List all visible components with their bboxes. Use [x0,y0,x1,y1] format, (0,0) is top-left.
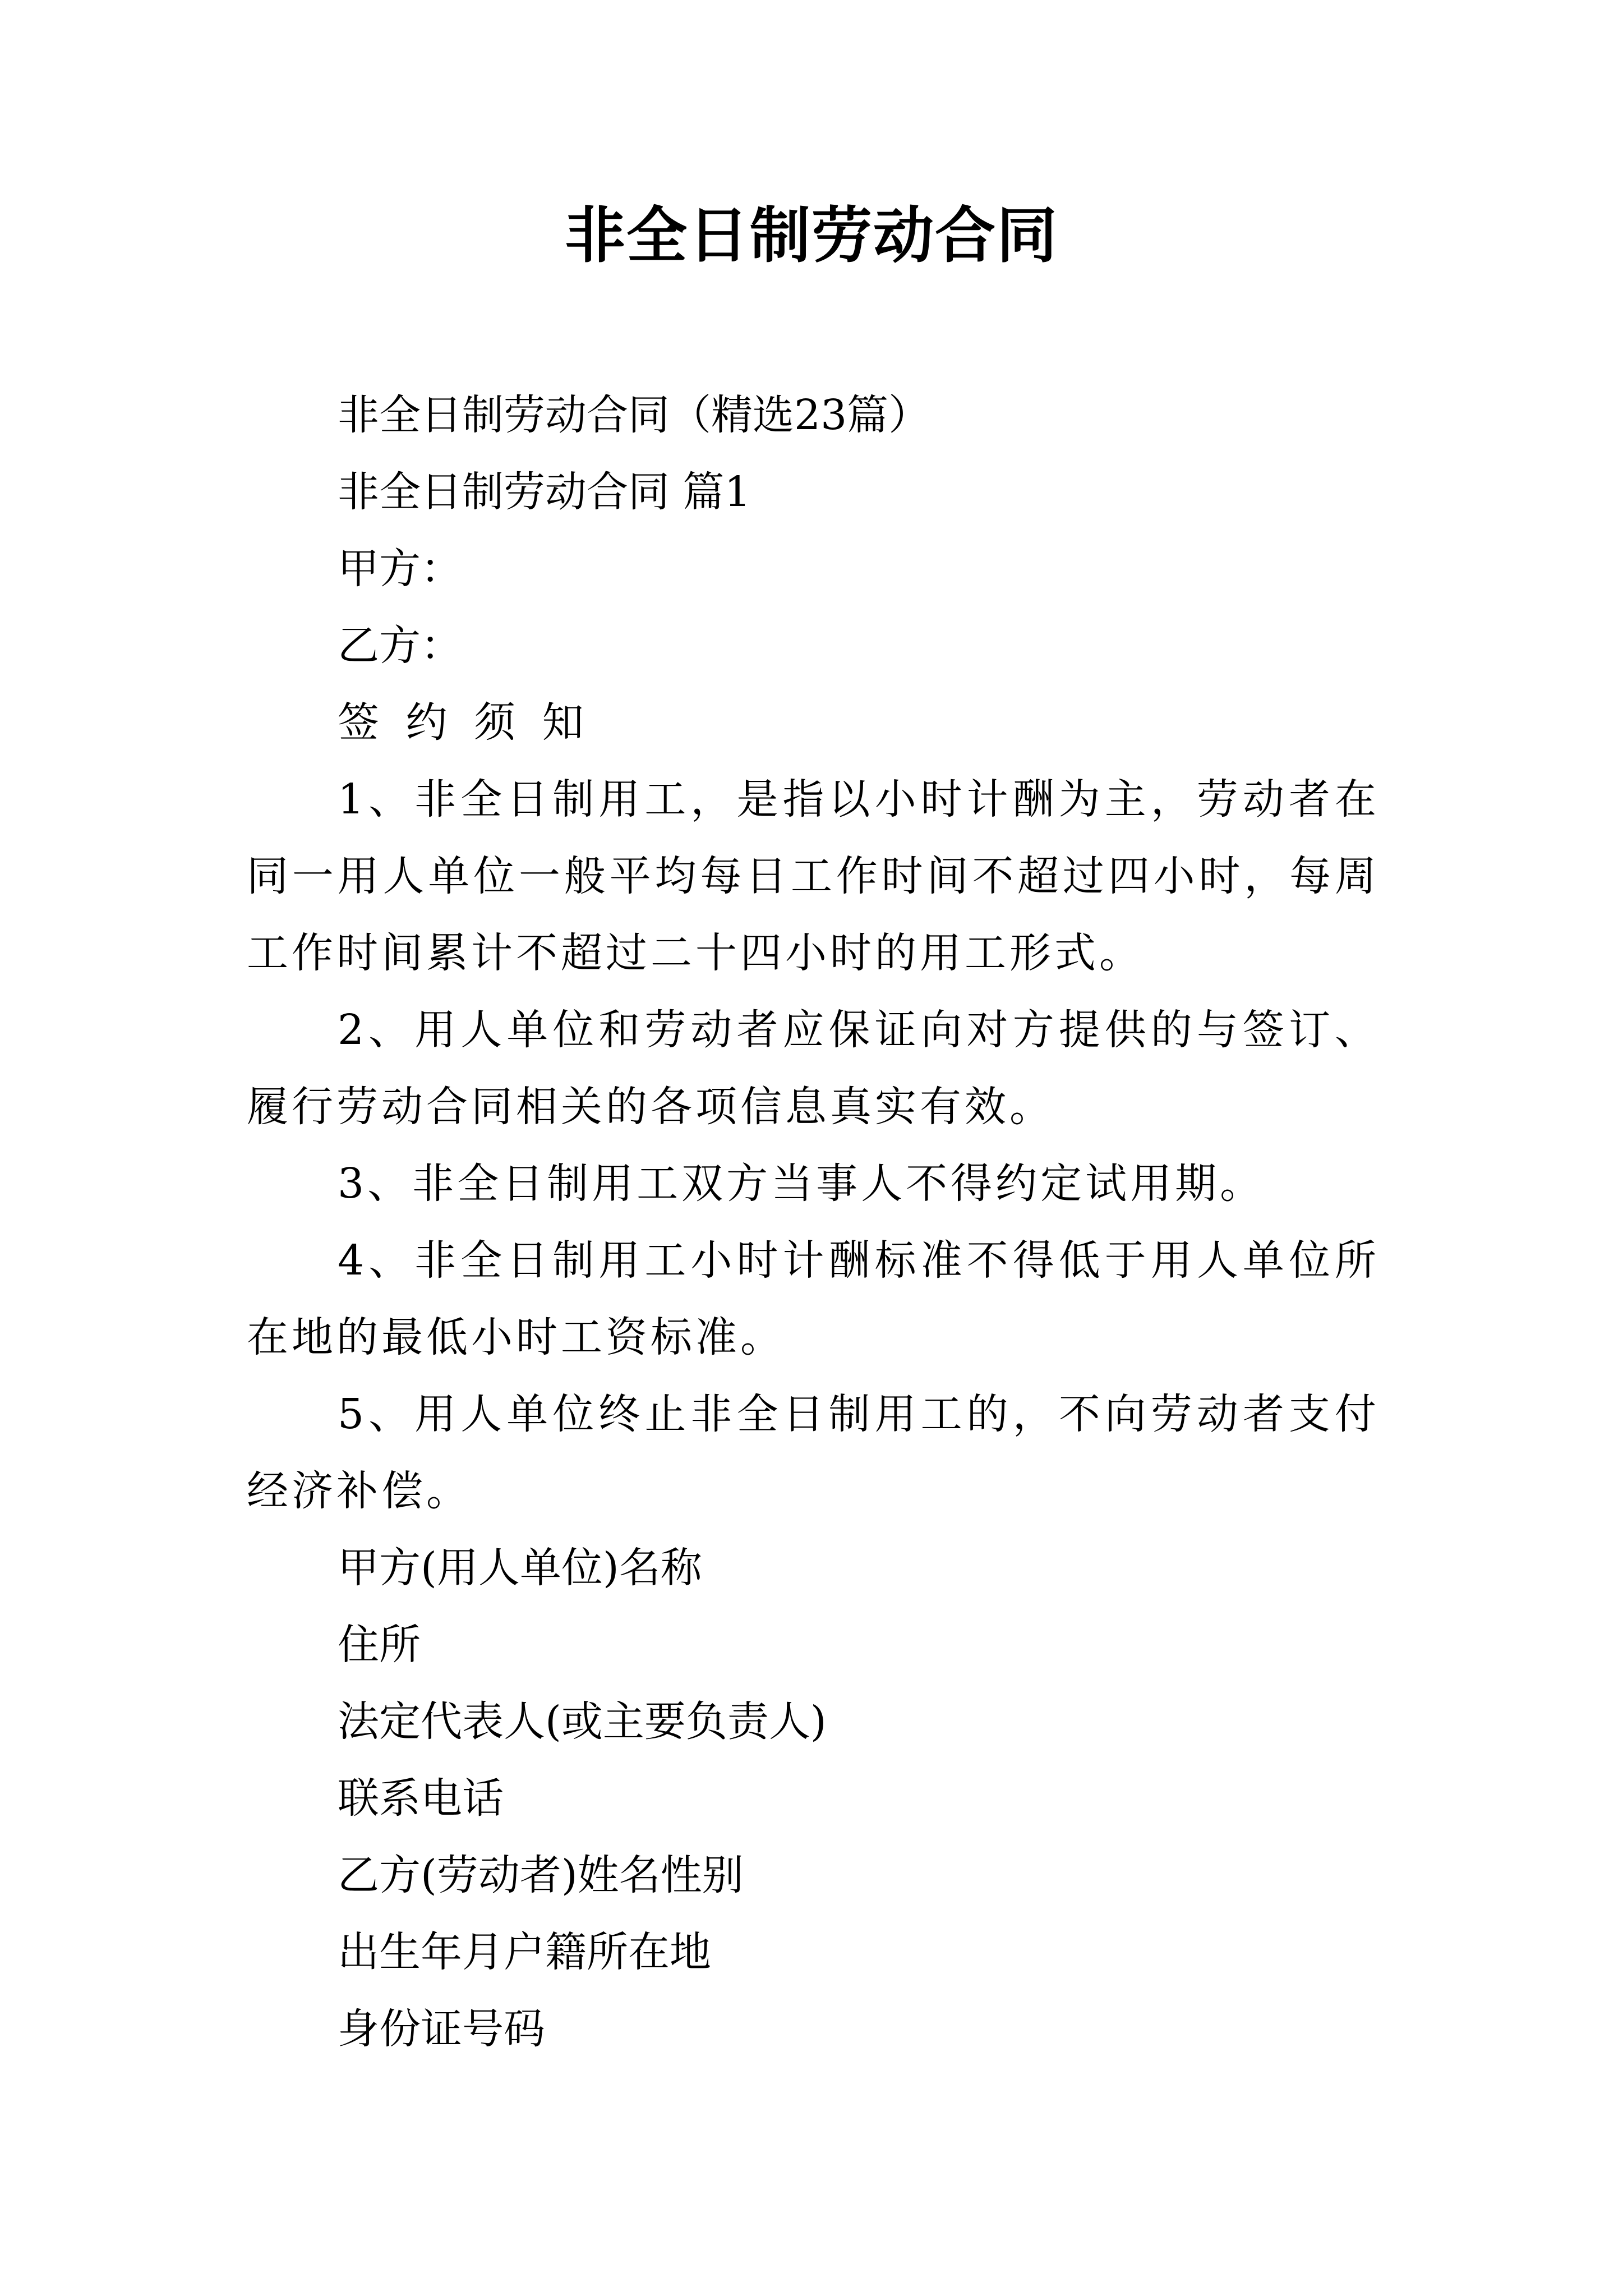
party-a-label: 甲方： [338,545,462,593]
document-body [247,377,1380,2068]
notice-item-4: 4、非全日制用工小时计酬标准不得低于用人单位所在地的最低小时工资标准。 [247,1236,1380,1361]
notice-heading: 签 约 须 知 [338,698,591,747]
field-phone: 联系电话 [338,1774,504,1823]
section-heading: 非全日制劳动合同 篇1 [338,468,751,516]
field-address: 住所 [338,1621,421,1669]
field-legal-representative: 法定代表人(或主要负责人) [338,1697,827,1746]
field-birth-household: 出生年月户籍所在地 [338,1928,711,1976]
field-worker-name-gender: 乙方(劳动者)姓名性别 [338,1851,744,1899]
field-id-number: 身份证号码 [338,2005,545,2053]
notice-item-3: 3、非全日制用工双方当事人不得约定试用期。 [338,1159,1265,1208]
party-b-label: 乙方： [338,622,462,670]
notice-item-2: 2、用人单位和劳动者应保证向对方提供的与签订、履行劳动合同相关的各项信息真实有效。 [247,1006,1380,1131]
notice-item-1: 1、非全日制用工，是指以小时计酬为主，劳动者在同一用人单位一般平均每日工作时间不超过四小时，每周工作时间累计不超过二十四小时的用工形式。 [247,775,1380,977]
field-employer-name: 甲方(用人单位)名称 [338,1544,702,1592]
notice-item-5: 5、用人单位终止非全日制用工的，不向劳动者支付经济补偿。 [247,1390,1380,1515]
document-title: 非全日制劳动合同 [564,200,1058,271]
document-subtitle: 非全日制劳动合同（精选23篇） [338,391,930,439]
